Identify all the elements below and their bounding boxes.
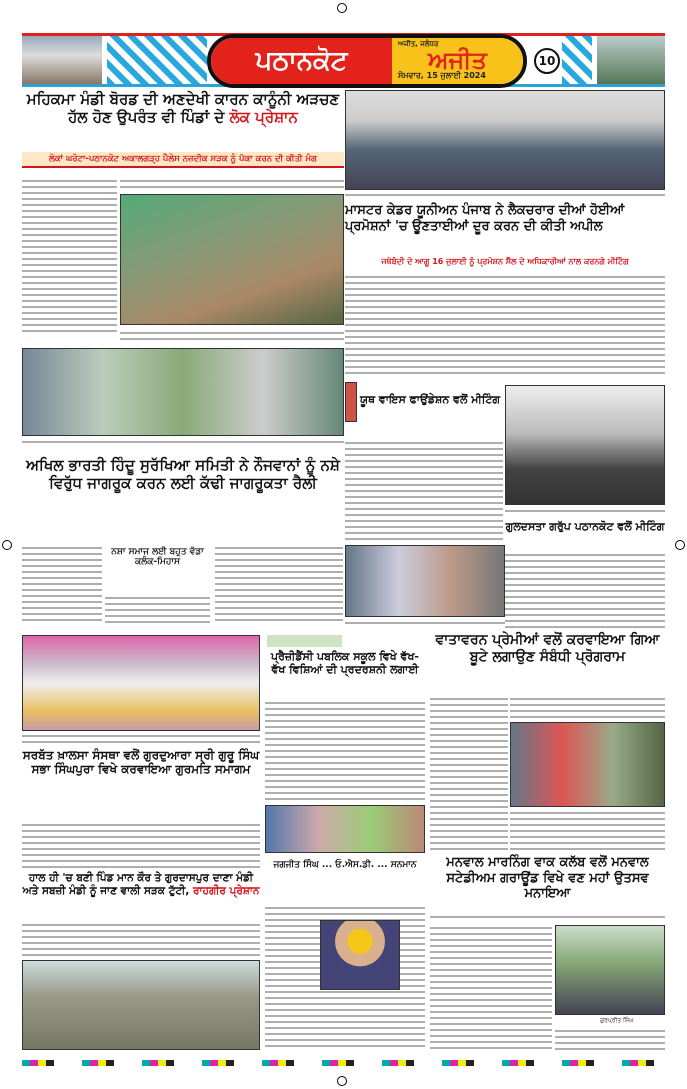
photo-gurmat-samagam	[22, 635, 260, 731]
registration-mark	[2, 540, 12, 550]
photo-caption	[22, 439, 344, 447]
city-name: ਪਠਾਨਕੋਟ	[211, 38, 392, 84]
photo-student-group	[345, 545, 505, 617]
body-text	[555, 1028, 665, 1050]
body-text	[345, 440, 503, 540]
color-bar	[22, 1060, 665, 1066]
body-text	[120, 178, 344, 191]
body-text	[505, 552, 665, 630]
body-text	[265, 700, 425, 800]
masthead-logo	[207, 34, 527, 88]
color-box	[267, 635, 342, 647]
photo-edge	[345, 382, 357, 422]
subheadline: ਲੋਕਾਂ ਘਰੋਟਾ-ਪਠਾਨਕੋਟ ਅਕਾਲਗੜ੍ਹ ਪੈਲੇਸ ਨਜ਼ਦੀਕ ਸੜਕ ਨੂੰ ਪੱਕਾ ਕਰਨ ਦੀ ਕੀਤੀ ਮੰਗ	[22, 152, 344, 168]
headline: ਮਨਵਾਲ ਮਾਰਨਿੰਗ ਵਾਕ ਕਲੱਬ ਵਲੋਂ ਮਨਵਾਲ ਸਟੇਡੀਅਮ ਗਰਾਊਂਡ ਵਿਖੇ ਵਣ ਮਹਾਂ ਉਤਸਵ ਮਨਾਇਆ	[446, 855, 649, 902]
headline: ਮਾਸਟਰ ਕੇਡਰ ਯੂਨੀਅਨ ਪੰਜਾਬ ਨੇ ਲੈਕਚਰਾਰ ਦੀਆਂ ਹੋਈਆਂ ਪ੍ਰਮੋਸ਼ਨਾਂ 'ਚ ਊਣਤਾਈਆਂ ਦੂਰ ਕਰਨ ਦੀ ਕੀਤੀ ਅਪੀਲ	[345, 203, 625, 234]
photo-portrait	[320, 920, 400, 990]
photo-union-group	[345, 90, 665, 190]
headline: ਗੁਲਦਸਤਾ ਗਰੁੱਪ ਪਠਾਨਕੋਟ ਵਲੋਂ ਮੀਟਿੰਗ	[505, 520, 665, 533]
masthead	[22, 33, 665, 87]
masthead-photo-right	[597, 36, 665, 84]
body-text	[22, 545, 102, 625]
body-text	[510, 696, 665, 720]
body-text	[215, 545, 343, 625]
body-text	[430, 914, 665, 922]
headline: ਪ੍ਰੈਜ਼ੀਡੈਂਸੀ ਪਬਲਿਕ ਸਕੂਲ ਵਿਖੇ ਵੱਖ-ਵੱਖ ਵਿਸ਼ਿਆਂ ਦੀ ਪ੍ਰਦਰਸ਼ਨੀ ਲਗਾਈ	[270, 650, 420, 677]
photo-rally	[22, 348, 344, 436]
paper-name: ਅਜੀਤ	[428, 46, 487, 74]
headline: ਹਾਲ ਹੀ 'ਚ ਬਣੀ ਪਿੰਡ ਮਾਨ ਕੌਰ ਤੇ ਗੁਰਦਾਸਪੁਰ ਦਾਣਾ ਮੰਡੀ ਅਤੇ ਸਬਜ਼ੀ ਮੰਡੀ ਨੂੰ ਜਾਣ ਵਾਲੀ ਸੜਕ ਟੁੱਟੀ, ਰਾਹਗੀਰ ਪ੍ਰੇਸ਼ਾਨ	[22, 872, 260, 897]
subheadline: ਜਥੇਬੰਦੀ ਦੇ ਆਗੂ 16 ਜੁਲਾਈ ਨੂੰ ਪ੍ਰਮੋਸ਼ਨ ਸੈੱਲ ਦੇ ਅਧਿਕਾਰੀਆਂ ਨਾਲ ਕਰਨਗੇ ਮੀਟਿੰਗ	[381, 257, 629, 266]
subheadline: ਨਸ਼ਾ ਸਮਾਜ ਲਈ ਬਹੁਤ ਵੱਡਾ ਕਲੰਕ-ਮਿਹਾਸ	[111, 547, 204, 567]
photo-broken-road	[22, 960, 260, 1050]
photo-credit: ਗੁਰਪ੍ਰੀਤ ਸਿੰਘ	[600, 1017, 634, 1024]
photo-tree-planting	[510, 722, 665, 807]
body-text	[430, 696, 508, 850]
body-text	[22, 822, 260, 868]
registration-mark	[337, 3, 347, 13]
photo-caption	[22, 733, 260, 743]
masthead-pattern	[107, 36, 207, 84]
body-text	[105, 595, 210, 625]
photo-roadside-wall	[120, 194, 344, 325]
registration-mark	[337, 1076, 347, 1086]
photo-youth-meeting	[505, 385, 665, 505]
body-text	[510, 810, 665, 850]
registration-mark	[675, 540, 685, 550]
photo-caption	[505, 508, 665, 516]
photo-exhibition	[265, 805, 425, 853]
photo-walk-club	[555, 925, 665, 1015]
headline: ਸਰਬੱਤ ਖ਼ਾਲਸਾ ਸੰਸਥਾ ਵਲੋਂ ਗੁਰਦੁਆਰਾ ਸ੍ਰੀ ਗੁਰੂ ਸਿੰਘ ਸਭਾ ਸਿੰਘਪੁਰਾ ਵਿਖੇ ਕਰਵਾਇਆ ਗੁਰਮਤਿ ਸਮਾਗਮ	[22, 748, 260, 777]
photo-caption	[345, 192, 665, 200]
headline: ਜਗਜੀਤ ਸਿੰਘ ... ਓ.ਐਸ.ਡੀ. ... ਸਨਮਾਨ	[273, 860, 417, 870]
body-text	[120, 330, 344, 344]
body-text	[22, 922, 260, 958]
headline: ਮਹਿਕਮਾ ਮੰਡੀ ਬੋਰਡ ਦੀ ਅਣਦੇਖੀ ਕਾਰਨ ਕਾਨੂੰਨੀ ਅੜਚਣ ਹੱਲ ਹੋਣ ਉਪਰੰਤ ਵੀ ਪਿੰਡਾਂ ਦੇ ਲੋਕ ਪ੍ਰੇਸ਼ਾਨ	[26, 90, 340, 126]
masthead-photo-left	[22, 36, 102, 84]
body-text	[22, 178, 117, 332]
headline: ਅਖਿਲ ਭਾਰਤੀ ਹਿੰਦੂ ਸੁਰੱਖਿਆ ਸਮਿਤੀ ਨੇ ਨੌਜਵਾਨਾਂ ਨੂੰ ਨਸ਼ੇ ਵਿਰੁੱਧ ਜਾਗਰੂਕ ਕਰਨ ਲਈ ਕੱਢੀ ਜਾਗਰੂਕਤਾ ਰੈਲੀ	[26, 456, 340, 492]
page-number: 10	[534, 48, 560, 74]
date: ਸੋਮਵਾਰ, 15 ਜੁਲਾਈ 2024	[397, 71, 486, 80]
masthead-pattern	[562, 36, 592, 84]
headline: ਯੂਥ ਵਾਇਸ ਫਾਉਂਡੇਸ਼ਨ ਵਲੋਂ ਮੀਟਿੰਗ	[360, 393, 501, 406]
body-text	[430, 925, 552, 1050]
photo-caption	[345, 620, 505, 628]
body-text	[345, 274, 665, 378]
edition: ਅਜੀਤ, ਜਲੰਧਰ	[397, 40, 439, 48]
headline: ਵਾਤਾਵਰਨ ਪ੍ਰੇਮੀਆਂ ਵਲੋਂ ਕਰਵਾਇਆ ਗਿਆ ਬੂਟੇ ਲਗਾਉਣ ਸੰਬੰਧੀ ਪ੍ਰੋਗਰਾਮ	[435, 632, 660, 665]
